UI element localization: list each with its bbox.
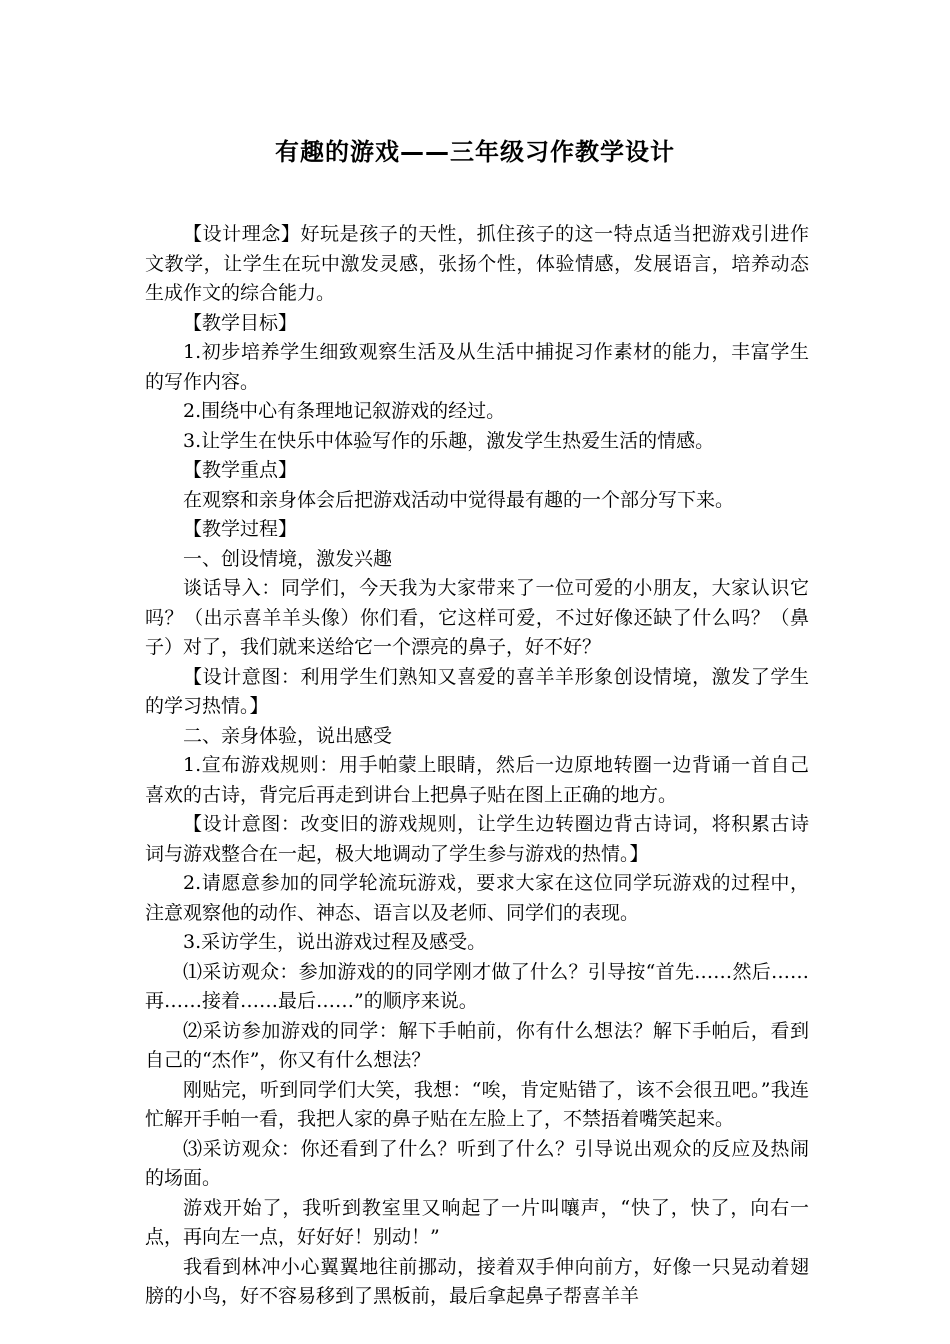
section-heading-1: 一、创设情境，激发兴趣 <box>183 547 393 570</box>
paragraph-design-intent-1: 【设计意图：利用学生们熟知又喜爱的喜羊羊形象创设情境，激发了学生的学习热情。】 <box>145 665 809 717</box>
paragraph-step-3: 3.采访学生，说出游戏过程及感受。 <box>183 931 487 953</box>
heading-teaching-focus: 【教学重点】 <box>183 459 298 481</box>
paragraph-intro-talk: 谈话导入：同学们，今天我为大家带来了一位可爱的小朋友，大家认识它吗？（出示喜羊羊头像）你们看，它这样可爱，不过好像还缺了什么吗？（鼻子）对了，我们就来送给它一个漂亮的鼻子，好不好？ <box>145 577 809 658</box>
paragraph-goal-2: 2.围绕中心有条理地记叙游戏的经过。 <box>183 400 506 422</box>
paragraph-example-3: 我看到林冲小心翼翼地往前挪动，接着双手伸向前方，好像一只晃动着翅膀的小鸟，好不容易移到了黑板前，最后拿起鼻子帮喜羊羊 <box>145 1255 809 1307</box>
paragraph-interview-2: ⑵采访参加游戏的同学：解下手帕前，你有什么想法？解下手帕后，看到自己的“杰作”，你又有什么想法？ <box>145 1019 809 1071</box>
paragraph-example-2: 游戏开始了，我听到教室里又响起了一片叫嚷声，“快了，快了，向右一点，再向左一点，好好好！别动！” <box>145 1196 809 1248</box>
paragraph-interview-1: ⑴采访观众：参加游戏的的同学刚才做了什么？引导按“首先……然后……再……接着……最后……”的顺序来说。 <box>145 960 809 1012</box>
paragraph-game-rules: 1.宣布游戏规则：用手帕蒙上眼睛，然后一边原地转圈一边背诵一首自己喜欢的古诗，背完后再走到讲台上把鼻子贴在图上正确的地方。 <box>145 754 809 806</box>
section-heading-2: 二、亲身体验，说出感受 <box>183 724 393 747</box>
paragraph-goal-1: 1.初步培养学生细致观察生活及从生活中捕捉习作素材的能力，丰富学生的写作内容。 <box>145 341 809 393</box>
paragraph-design-concept: 【设计理念】好玩是孩子的天性，抓住孩子的这一特点适当把游戏引进作文教学，让学生在玩中激发灵感，张扬个性，体验情感，发展语言，培养动态生成作文的综合能力。 <box>145 223 809 304</box>
document-body <box>145 220 809 1312</box>
heading-teaching-process: 【教学过程】 <box>183 518 298 540</box>
heading-teaching-goals: 【教学目标】 <box>183 311 298 334</box>
paragraph-focus: 在观察和亲身体会后把游戏活动中觉得最有趣的一个部分写下来。 <box>183 488 735 511</box>
paragraph-goal-3: 3.让学生在快乐中体验写作的乐趣，激发学生热爱生活的情感。 <box>183 429 715 452</box>
paragraph-design-intent-2: 【设计意图：改变旧的游戏规则，让学生边转圈边背古诗词，将积累古诗词与游戏整合在一起，极大地调动了学生参与游戏的热情。】 <box>145 813 809 865</box>
paragraph-example-1: 刚贴完，听到同学们大笑，我想：“唉，肯定贴错了，该不会很丑吧。”我连忙解开手帕一看，我把人家的鼻子贴在左脸上了，不禁捂着嘴笑起来。 <box>145 1078 809 1130</box>
paragraph-interview-3: ⑶采访观众：你还看到了什么？听到了什么？引导说出观众的反应及热闹的场面。 <box>145 1137 809 1189</box>
paragraph-step-2: 2.请愿意参加的同学轮流玩游戏，要求大家在这位同学玩游戏的过程中，注意观察他的动作、神态、语言以及老师、同学们的表现。 <box>145 872 809 924</box>
document-title: 有趣的游戏——三年级习作教学设计 <box>275 138 675 166</box>
